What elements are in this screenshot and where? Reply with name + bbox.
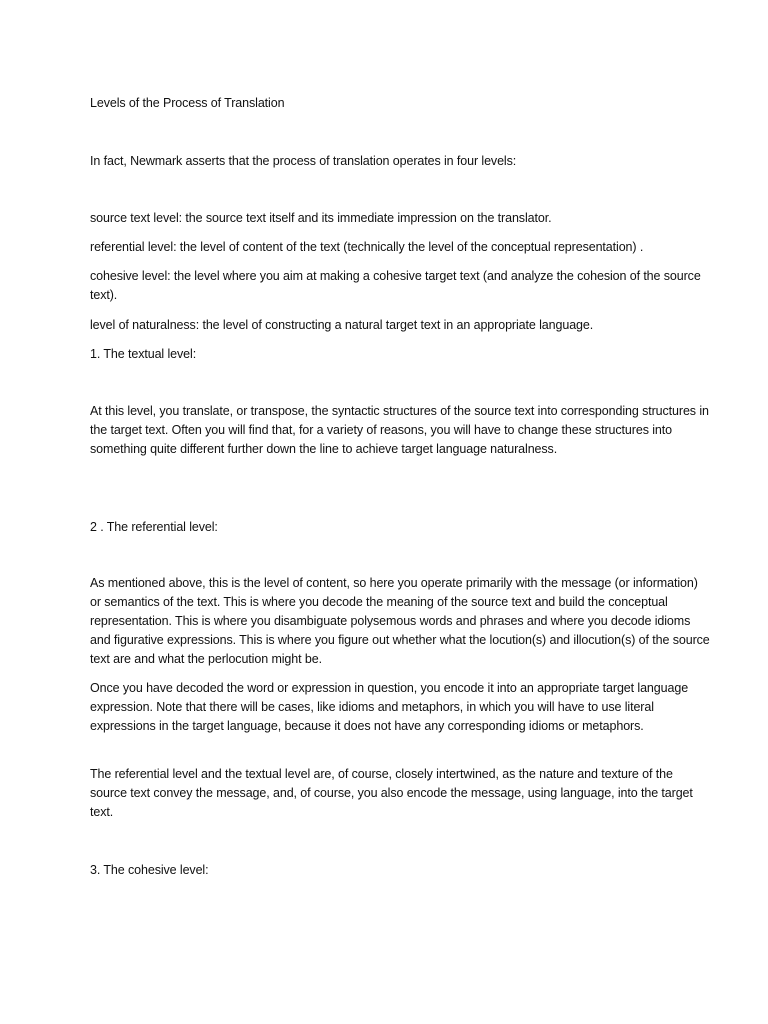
referential-paragraph-1: As mentioned above, this is the level of content, so here you operate primarily with the message (or information) or semantics of the text. This is where you decode the meaning of the source text and build the conceptual representation. This is where you disambiguate polysemous words and phrases and where you decode idioms and figurative expressions. This is where you figure out whether what the locution(s) and illocution(s) of the source text are and what the perlocution might be. [90,576,710,666]
level-item-referential: referential level: the level of content of the text (technically the level of the conceptual representation) . [90,240,644,254]
section-heading-textual: 1. The textual level: [90,347,197,361]
section-heading-referential: 2 . The referential level: [90,520,218,534]
textual-level-paragraph: At this level, you translate, or transpose, the syntactic structures of the source text into corresponding structures in the target text. Often you will find that, for a variety of reasons, you will have to change these structures into something quite different further down the line to achieve target language naturalness. [90,404,709,456]
level-item-source-text: source text level: the source text itself and its immediate impression on the translator. [90,211,552,225]
document-title: Levels of the Process of Translation [90,96,285,110]
referential-paragraph-3: The referential level and the textual level are, of course, closely intertwined, as the nature and texture of the source text convey the message, and, of course, you also encode the message, using language, into the target text. [90,767,693,819]
intro-paragraph: In fact, Newmark asserts that the process of translation operates in four levels: [90,154,517,168]
level-item-naturalness: level of naturalness: the level of constructing a natural target text in an appropriate language. [90,318,594,332]
section-heading-cohesive: 3. The cohesive level: [90,863,209,877]
referential-paragraph-2: Once you have decoded the word or expression in question, you encode it into an appropriate target language expression. Note that there will be cases, like idioms and metaphors, in which you will have to use literal expressions in the target language, because it does not have any corresponding idioms or metaphors. [90,681,689,733]
level-item-cohesive: cohesive level: the level where you aim at making a cohesive target text (and analyze the cohesion of the source text). [90,269,701,302]
